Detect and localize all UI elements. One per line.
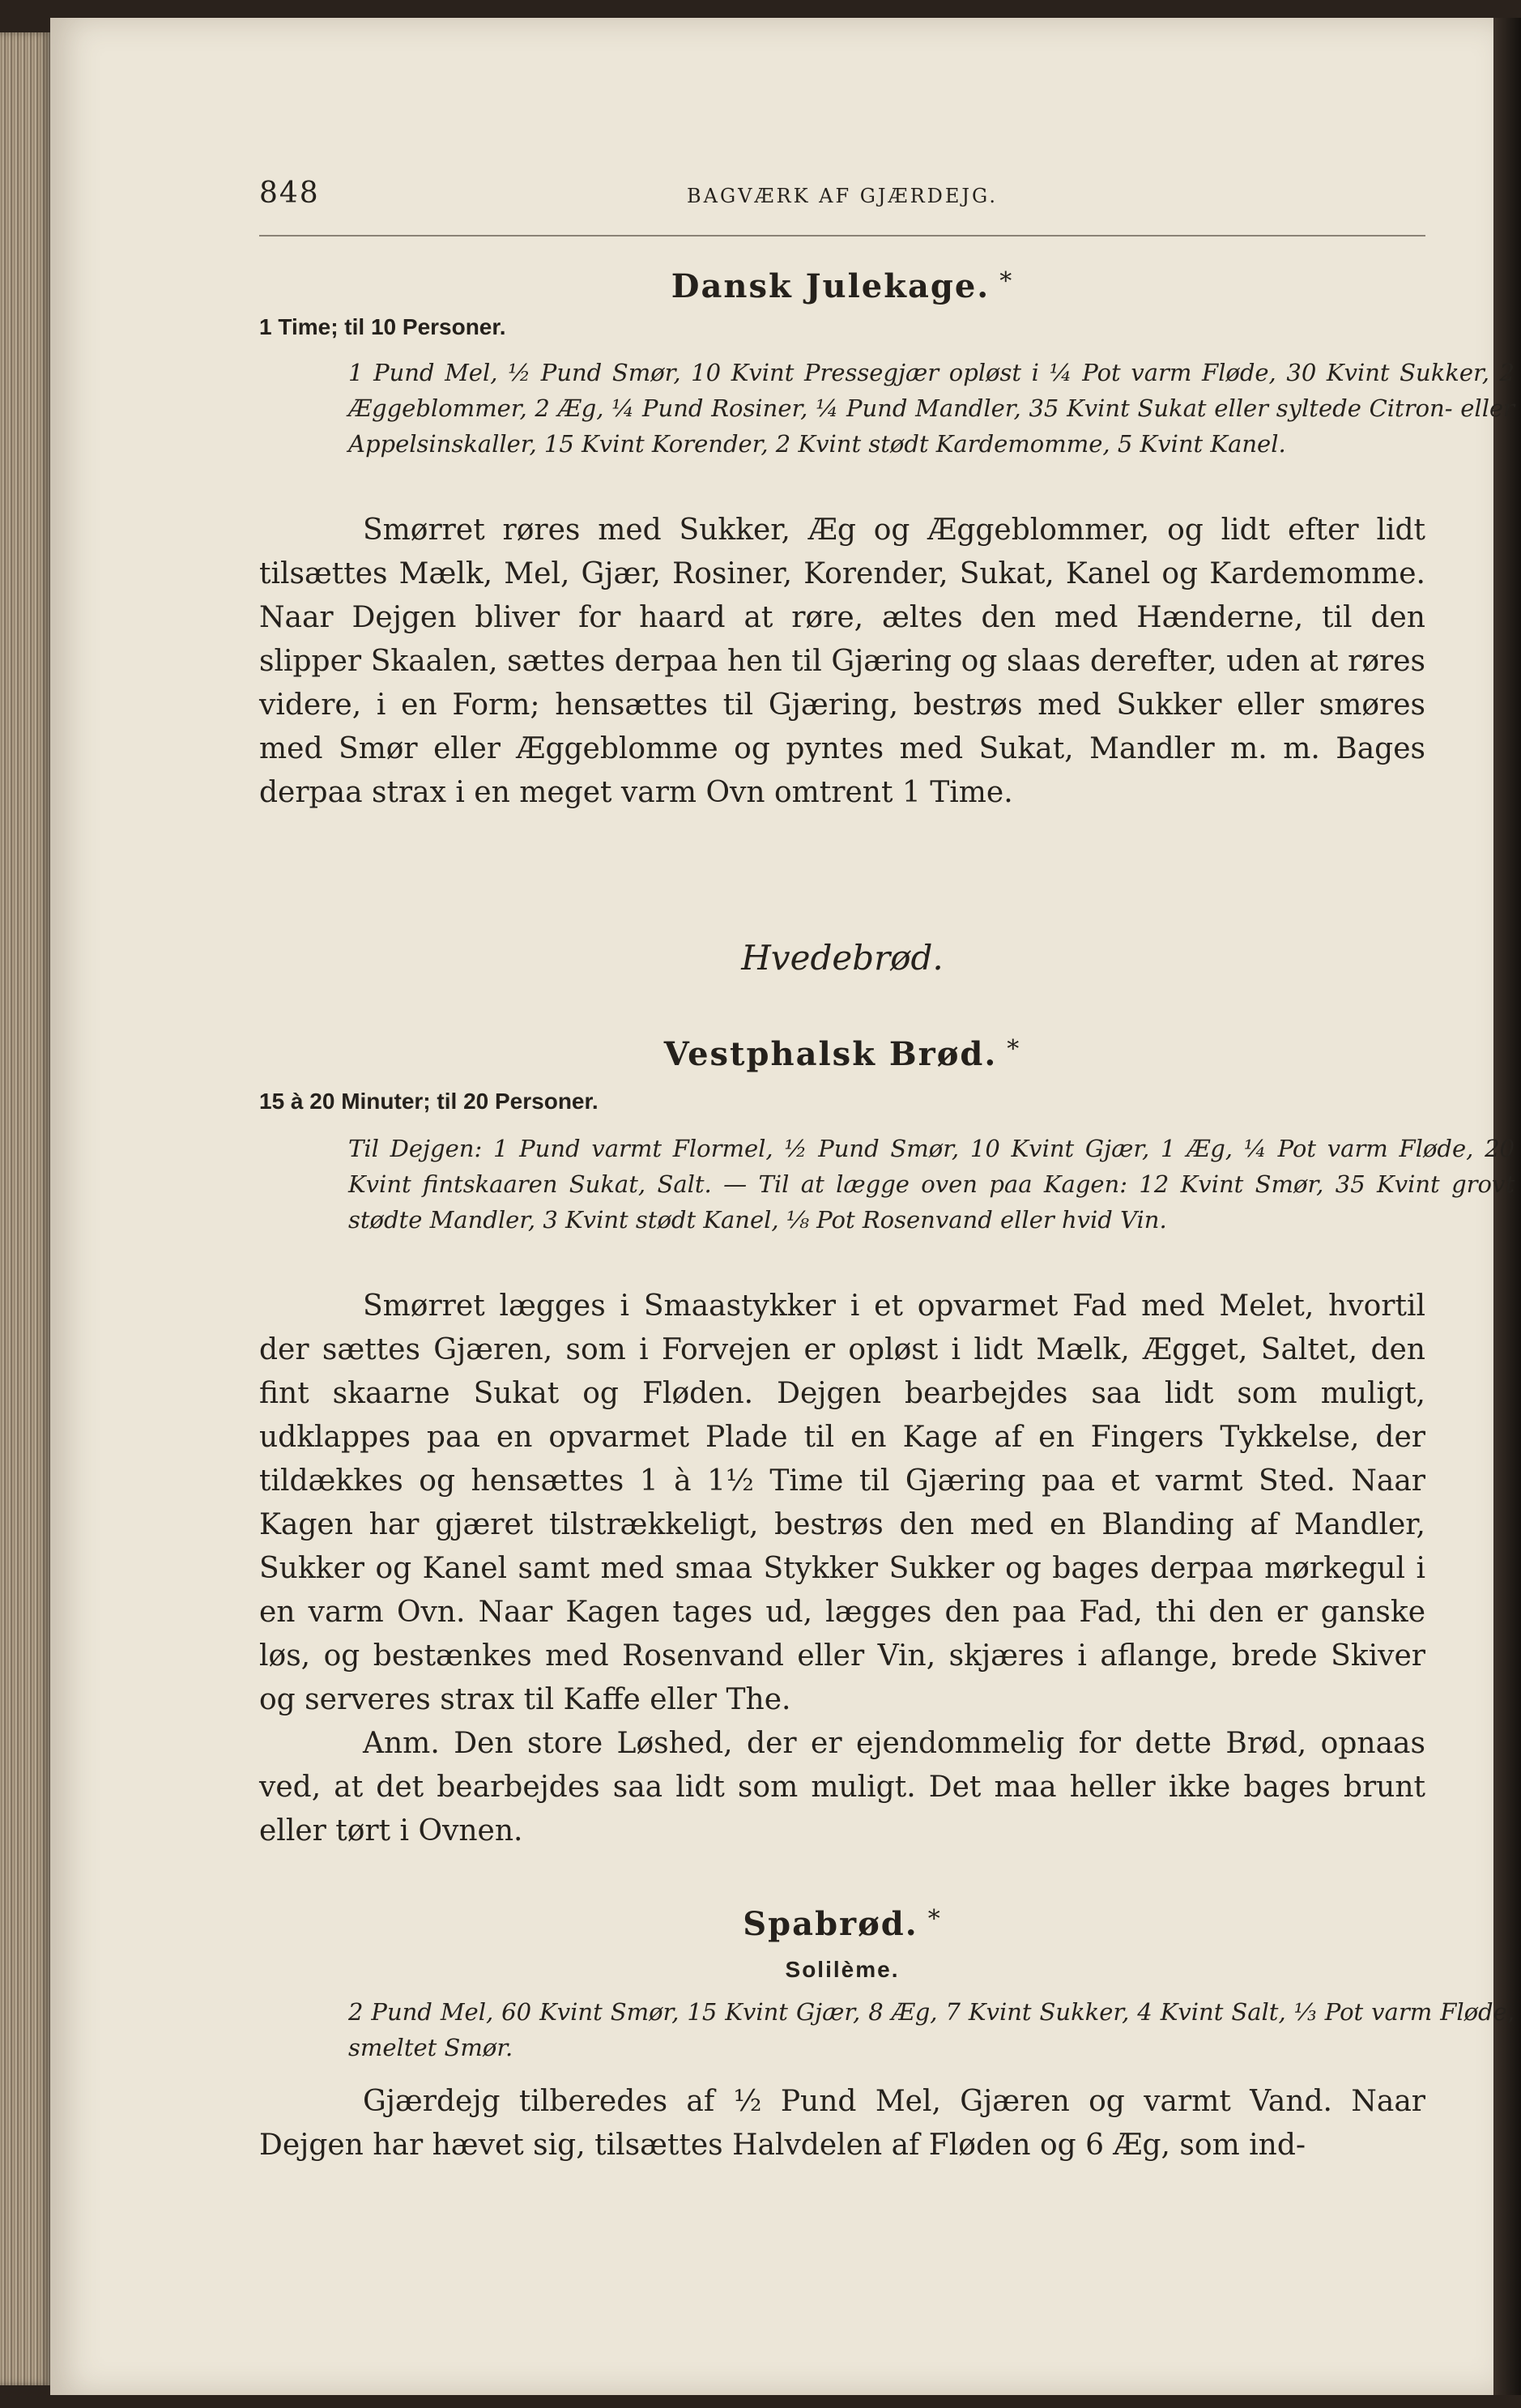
recipe-method xyxy=(259,509,1425,815)
recipe-note xyxy=(259,1722,1425,1853)
recipe-ingredients: 2 Pund Mel, 60 Kvint Smør, 15 Kvint Gjær, 8 Æg, 7 Kvint Sukker, 4 Kvint Salt, ⅓ Pot varm Fløde, smeltet Smør. xyxy=(348,1998,1515,2061)
recipe-ingredients: Til Dejgen: 1 Pund varmt Flormel, ½ Pund Smør, 10 Kvint Gjær, 1 Æg, ¼ Pot varm Fløde, 20 Kvint fintskaaren Sukat, Salt. — Til at lægge oven paa Kagen: 12 Kvint Smør, 35 Kvint grovt stødte Mandler, 3 Kvint stødt Kanel, ⅛ Pot Rosenvand eller hvid Vin. xyxy=(348,1135,1515,1234)
recipe-timing: 1 Time; til 10 Personer. xyxy=(259,314,506,339)
recipe-mark: * xyxy=(927,1905,942,1933)
recipe-mark: * xyxy=(999,267,1014,296)
recipe-method xyxy=(259,1285,1425,1722)
recipe-title-text: Vestphalsk Brød. xyxy=(663,1035,998,1073)
header-rule xyxy=(259,235,1425,237)
recipe-subtitle: Solilème. xyxy=(785,1957,900,1982)
recipe-title xyxy=(259,1905,1425,1943)
recipe-ingredients: 1 Pund Mel, ½ Pund Smør, 10 Kvint Pressegjær opløst i ¼ Pot varm Fløde, 30 Kvint Sukker, 2 Æggeblommer, 2 Æg, ¼ Pund Rosiner, ¼ Pund Mandler, 35 Kvint Sukat eller syltede Citron- eller Appelsinskaller, 15 Kvint Korender, 2 Kvint stødt Kardemomme, 5 Kvint Kanel. xyxy=(348,359,1515,458)
section-title: Hvedebrød. xyxy=(741,938,944,978)
recipe-method-text: Smørret røres med Sukker, Æg og Æggeblommer, og lidt efter lidt tilsættes Mælk, Mel, Gjær, Rosiner, Korender, Sukat, Kanel og Kardemomme. Naar Dejgen bliver for haard at røre, æltes den med Hænderne, til den slipper Skaalen, sættes derpaa hen til Gjæring og slaas derefter, uden at røres videre, i en Form; hensættes til Gjæring, bestrøs med Sukker eller smøres med Smør eller Æggeblomme og pyntes med Sukat, Mandler m. m. Bages derpaa strax i en meget varm Ovn omtrent 1 Time. xyxy=(259,514,1425,809)
recipe-method-text: Gjærdejg tilberedes af ½ Pund Mel, Gjæren og varmt Vand. Naar Dejgen har hævet sig, tilsættes Halvdelen af Fløden og 6 Æg, som ind- xyxy=(259,2085,1425,2162)
recipe-title-text: Dansk Julekage. xyxy=(671,267,991,305)
recipe-mark: * xyxy=(1007,1035,1021,1063)
recipe-method xyxy=(259,2080,1425,2167)
recipe-title xyxy=(259,267,1425,305)
recipe-note-text: Anm. Den store Løshed, der er ejendommelig for dette Brød, opnaas ved, at det bearbejdes saa lidt som muligt. Det maa heller ikke bages brunt eller tørt i Ovnen. xyxy=(259,1727,1425,1848)
page-number: 848 xyxy=(259,177,320,210)
running-head: BAGVÆRK AF GJÆRDEJG. xyxy=(687,185,998,207)
page-header xyxy=(259,177,1425,217)
recipe-timing: 15 à 20 Minuter; til 20 Personer. xyxy=(259,1089,599,1114)
recipe-method-text: Smørret lægges i Smaastykker i et opvarmet Fad med Melet, hvortil der sættes Gjæren, som i Forvejen er opløst i lidt Mælk, Ægget, Saltet, den fint skaarne Sukat og Fløden. Dejgen bearbejdes saa lidt som muligt, udklappes paa en opvarmet Plade til en Kage af en Fingers Tykkelse, der tildækkes og hensættes 1 à 1½ Time til Gjæring paa et varmt Sted. Naar Kagen har gjæret tilstrækkeligt, bestrøs den med en Blanding af Mandler, Sukker og Kanel samt med smaa Stykker Sukker og bages derpaa mørkegul i en varm Ovn. Naar Kagen tages ud, lægges den paa Fad, thi den er ganske løs, og bestænkes med Rosenvand eller Vin, skjæres i aflange, brede Skiver og serveres strax til Kaffe eller The. xyxy=(259,1289,1425,1716)
recipe-title xyxy=(259,1035,1425,1073)
recipe-title-text: Spabrød. xyxy=(743,1905,918,1943)
page-edges xyxy=(0,32,50,2385)
